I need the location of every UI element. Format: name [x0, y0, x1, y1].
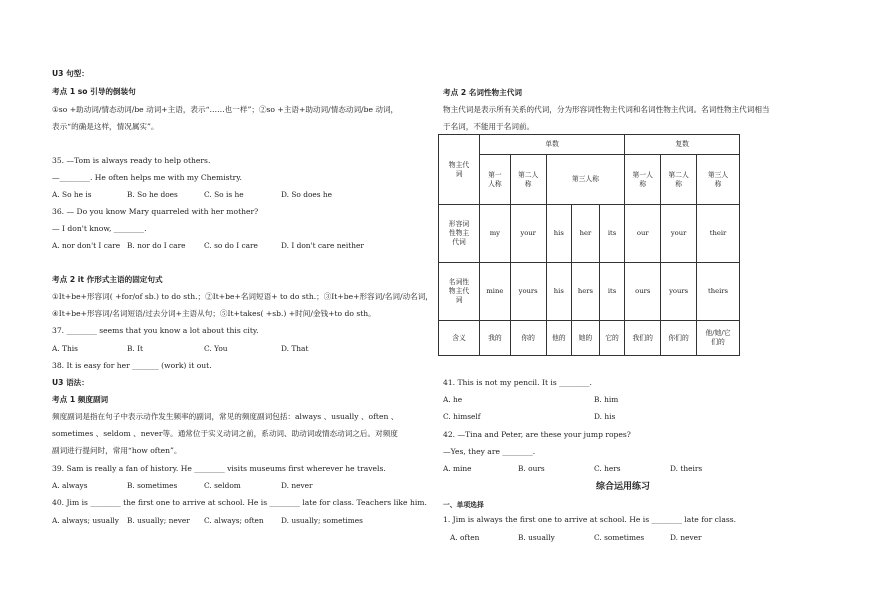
q36-reply: — I don't know, ________.	[52, 224, 147, 233]
q35-reply: —________. He often helps me with my Chemistry.	[52, 173, 242, 182]
table-header-first: 第一 人称	[480, 155, 511, 205]
practice-title: 综合运用练习	[596, 482, 651, 492]
possessive-pronoun-table	[438, 134, 740, 356]
q36-option-c: C. so do I care	[204, 241, 258, 250]
right-kp2-line2: 于名词，不能用于名词前。	[443, 122, 535, 131]
table-row-adjective	[439, 205, 740, 263]
table-cell: its	[599, 205, 624, 263]
table-cell: 她的	[572, 321, 600, 356]
q38-stem: 38. It is easy for her _______ (work) it out.	[52, 361, 212, 370]
table-cell: his	[546, 205, 571, 263]
table-cell: her	[572, 205, 600, 263]
q36-option-b: B. nor do I care	[127, 241, 186, 250]
table-cell: yours	[510, 263, 546, 321]
practice-q1-stem: 1. Jim is always the first one to arrive at school. He is ________ late for class.	[443, 515, 737, 524]
table-header-pl-second: 第二人 称	[661, 155, 697, 205]
table-header-second: 第二人 称	[510, 155, 546, 205]
kp2-title: 考点 2 it 作形式主语的固定句式	[52, 275, 163, 284]
q39-option-c: C. seldom	[204, 481, 241, 490]
q42-stem: 42. —Tina and Peter, are these your jump ropes?	[443, 430, 631, 439]
table-header-third: 第三人称	[546, 155, 625, 205]
q42-reply: —Yes, they are ________.	[443, 447, 536, 456]
table-cell: hers	[572, 263, 600, 321]
table-cell: yours	[661, 263, 697, 321]
q37-option-c: C. You	[204, 344, 228, 353]
practice-q1-option-d: D. never	[670, 533, 702, 542]
q37-option-b: B. It	[127, 344, 144, 353]
table-cell: your	[510, 205, 546, 263]
q35-stem: 35. —Tom is always ready to help others.	[52, 156, 211, 165]
q37-option-a: A. This	[52, 344, 78, 353]
table-cell: your	[661, 205, 697, 263]
table-row-meaning	[439, 321, 740, 356]
table-cell: our	[625, 205, 661, 263]
table-cell: its	[599, 263, 624, 321]
q35-option-b: B. So he does	[127, 190, 178, 199]
practice-q1-option-c: C. sometimes	[594, 533, 645, 542]
q42-option-d: D. theirs	[670, 464, 703, 473]
table-header-pl-third: 第三人 称	[697, 155, 740, 205]
q36-option-d: D. I don't care neither	[281, 241, 364, 250]
table-singular-header: 单数	[480, 135, 625, 155]
q42-option-b: B. ours	[518, 464, 545, 473]
q40-option-c: C. always; often	[204, 516, 264, 525]
q37-stem: 37. ________ seems that you know a lot about this city.	[52, 326, 259, 335]
table-row-label: 名词性 物主代 词	[439, 263, 480, 321]
q36-option-a: A. nor don't I care	[52, 241, 121, 250]
table-cell: 我们的	[625, 321, 661, 356]
q39-option-a: A. always	[52, 481, 88, 490]
q35-option-c: C. So is he	[204, 190, 244, 199]
q36-stem: 36. — Do you know Mary quarreled with her mother?	[52, 207, 259, 216]
kp1b-line1: 频度副词是指在句子中表示动作发生频率的副词，常见的频度副词包括：always 、usually 、often 、	[52, 412, 399, 421]
table-cell: mine	[480, 263, 511, 321]
kp1-rule-line2: 表示“的确是这样，情况属实”。	[52, 122, 159, 131]
q39-option-d: D. never	[281, 481, 313, 490]
q40-option-a: A. always; usually	[52, 516, 119, 525]
table-cell: 它的	[599, 321, 624, 356]
q41-option-a: A. he	[443, 395, 463, 404]
q35-option-d: D. So does he	[281, 190, 333, 199]
q37-option-d: D. That	[281, 344, 309, 353]
q39-option-b: B. sometimes	[127, 481, 178, 490]
table-plural-header: 复数	[625, 135, 740, 155]
grammar-title: U3 语法：	[52, 378, 89, 387]
table-cell: 我的	[480, 321, 511, 356]
table-cell: their	[697, 205, 740, 263]
q40-option-d: D. usually; sometimes	[281, 516, 363, 525]
kp1-rule-line1: ①so +助动词/情态动词/be 动词+主语，表示“……也一样”；②so +主语+助动词/情态动词/be 动词，	[52, 105, 399, 114]
kp2-rule-line1: ①It+be+形容词( +for/of sb.) to do sth.；②It+be+名词短语+ to do sth.；③It+be+形容词/名词/动名词，	[52, 292, 433, 301]
q35-option-a: A. So he is	[52, 190, 92, 199]
q41-option-b: B. him	[594, 395, 619, 404]
q39-stem: 39. Sam is really a fan of history. He ________ visits museums first wherever he travels.	[52, 464, 386, 473]
table-row-noun	[439, 263, 740, 321]
kp1b-title: 考点 1 频度副词	[52, 395, 109, 404]
table-cell: 你们的	[661, 321, 697, 356]
q40-option-b: B. usually; never	[127, 516, 190, 525]
q41-stem: 41. This is not my pencil. It is ________.	[443, 378, 592, 387]
kp2-rule-line2: ④It+be+形容词/名词短语/过去分词+主语从句；⑤It+takes( +sb.) +时间/金钱+to do sth。	[52, 309, 376, 318]
q42-option-a: A. mine	[443, 464, 472, 473]
q42-option-c: C. hers	[594, 464, 621, 473]
table-row-label: 含义	[439, 321, 480, 356]
table-row-label: 形容词 性物主 代词	[439, 205, 480, 263]
section-title-sentence-patterns: U3 句型：	[52, 69, 89, 78]
kp1b-line3: 副词进行提问时，常用“how often”。	[52, 446, 182, 455]
table-cell: 他的	[546, 321, 571, 356]
kp1b-line2: sometimes 、seldom 、never等。通常位于实义动词之前，系动词、助动词或情态动词之后。对频度	[52, 429, 398, 438]
table-header-pl-first: 第一人 称	[625, 155, 661, 205]
practice-q1-option-b: B. usually	[518, 533, 555, 542]
right-kp2-title: 考点 2 名词性物主代词	[443, 88, 522, 97]
table-cell: 你的	[510, 321, 546, 356]
kp1-title: 考点 1 so 引导的倒装句	[52, 87, 136, 96]
practice-q1-option-a: A. often	[450, 533, 480, 542]
table-cell: ours	[625, 263, 661, 321]
table-cell: theirs	[697, 263, 740, 321]
q40-stem: 40. Jim is ________ the first one to arrive at school. He is ________ late for class. Teachers like him.	[52, 498, 427, 507]
q41-option-d: D. his	[594, 412, 616, 421]
section-single-choice: 一、单项选择	[443, 501, 484, 509]
right-kp2-line1: 物主代词是表示所有关系的代词，分为形容词性物主代词和名词性物主代词。名词性物主代词相当	[443, 105, 770, 114]
table-corner-cell: 物主代 词	[439, 135, 480, 205]
table-cell: 他/她/它 们的	[697, 321, 740, 356]
table-cell: my	[480, 205, 511, 263]
table-cell: his	[546, 263, 571, 321]
q41-option-c: C. himself	[443, 412, 481, 421]
